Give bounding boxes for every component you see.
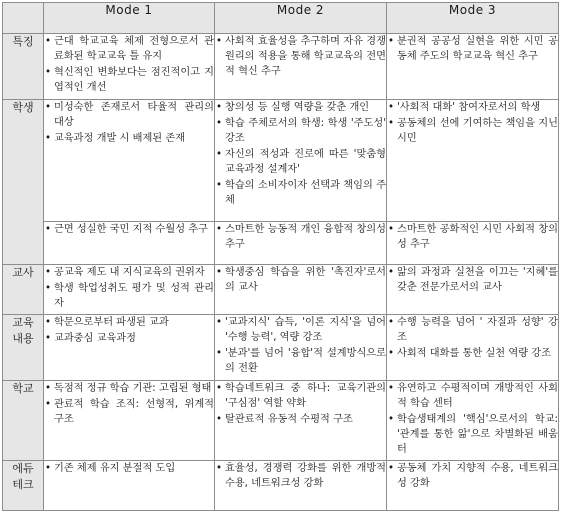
cell-teacher-mode1 <box>44 265 215 315</box>
bullet-list <box>215 381 386 427</box>
list-item: • 창의성 등 실행 역량을 갖춘 개인 <box>215 100 386 115</box>
cell-student-mode1 <box>44 100 215 222</box>
list-item: • 학문으로부터 파생된 교과 <box>44 315 214 330</box>
list-item: • 관료적 학습 조직: 선형적, 위계적 구조 <box>44 397 214 427</box>
bullet-list <box>387 222 558 252</box>
cell-student-mode3 <box>387 100 559 222</box>
cell-student-b-mode3 <box>387 222 559 265</box>
list-item: • 기존 체제 유지 분절적 도입 <box>44 461 214 476</box>
list-item: • 공교육 제도 내 지식교육의 권위자 <box>44 265 214 280</box>
cell-edutech-mode1 <box>44 461 215 511</box>
list-item: • '분과'를 넘어 '융합'적 설계방식으로의 전환 <box>215 346 386 376</box>
row-header-edutech: 에듀 테크 <box>3 461 44 511</box>
cell-content-mode2 <box>215 315 387 381</box>
list-item: • 수행 능력을 넘어 ' 자질과 성향' 강조 <box>387 315 558 345</box>
list-item: • 사회적 효율성을 추구하며 자유 경쟁 원리의 적용을 통해 학교교육의 전면적 혁신 추구 <box>215 34 386 79</box>
list-item: • 공동체의 선에 기여하는 책임을 지닌 시민 <box>387 116 558 146</box>
list-item: • 혁신적인 변화보다는 점진적이고 지엽적인 개선 <box>44 65 214 95</box>
cell-feature-mode2 <box>215 34 387 100</box>
row-feature <box>3 34 559 100</box>
bullet-list <box>387 265 558 295</box>
bullet-list <box>44 222 214 237</box>
list-item: • 분권적 공공성 실현을 위한 시민 공동체 주도의 학교교육 혁신 추구 <box>387 34 558 64</box>
header-corner <box>3 3 44 34</box>
cell-school-mode3 <box>387 381 559 461</box>
list-item: • 사회적 대화를 통한 실천 역량 강조 <box>387 346 558 361</box>
cell-school-mode1 <box>44 381 215 461</box>
bullet-list <box>215 222 386 252</box>
cell-edutech-mode3 <box>387 461 559 511</box>
list-item: • '교과지식' 습득, '이론 지식'을 넘어 '수행 능력', 역량 강조 <box>215 315 386 345</box>
bullet-list <box>387 315 558 361</box>
cell-school-mode2 <box>215 381 387 461</box>
list-item: • 학생 학업성취도 평가 및 성적 관리자 <box>44 281 214 311</box>
list-item: • 학습의 소비자이자 선택과 책임의 주체 <box>215 178 386 208</box>
list-item: • 학습 주체로서의 학생: 학생 '주도성' 강조 <box>215 116 386 146</box>
list-item: • 효율성, 경쟁력 강화를 위한 개방적 수용, 네트워크성 강화 <box>215 461 386 491</box>
list-item: • 학생중심 학습을 위한 '촉진자'로서의 교사 <box>215 265 386 295</box>
bullet-list <box>387 381 558 457</box>
bullet-list <box>215 265 386 295</box>
bullet-list <box>44 315 214 346</box>
row-header-content: 교육 내용 <box>3 315 44 381</box>
list-item: • 근대 학교교육 체제 전형으로서 관료화된 학교교육 틀 유지 <box>44 34 214 64</box>
list-item: • 탈관료적 유동적 수평적 구조 <box>215 412 386 427</box>
list-item: • 스마트한 공화적인 시민 사회적 창의성 추구 <box>387 222 558 252</box>
bullet-list <box>387 100 558 146</box>
row-teacher <box>3 265 559 315</box>
list-item: • 교과중심 교육과정 <box>44 331 214 346</box>
list-item: • 앎의 과정과 실천을 이끄는 '지혜'를 갖춘 전문가로서의 교사 <box>387 265 558 295</box>
cell-content-mode3 <box>387 315 559 381</box>
header-mode-2: Mode 2 <box>215 3 387 34</box>
row-edutech <box>3 461 559 511</box>
row-header-teacher: 교사 <box>3 265 44 315</box>
list-item: • 근면 성실한 국민 지적 수월성 추구 <box>44 222 214 237</box>
list-item: • 유연하고 수평적이며 개방적인 사회적 학습 센터 <box>387 381 558 411</box>
header-mode-1: Mode 1 <box>44 3 215 34</box>
bullet-list <box>215 315 386 376</box>
row-content <box>3 315 559 381</box>
bullet-list <box>215 461 386 491</box>
list-item: • 미성숙한 존재로서 타율적 관리의 대상 <box>44 100 214 130</box>
cell-student-mode2 <box>215 100 387 222</box>
list-item: • 자신의 적성과 진로에 따른 '맞춤형 교육과정 설계자' <box>215 147 386 177</box>
list-item: • 공동체 가치 지향적 수용, 네트워크성 강화 <box>387 461 558 491</box>
bullet-list <box>215 34 386 79</box>
header-mode-3: Mode 3 <box>387 3 559 34</box>
header-row <box>3 3 559 34</box>
row-student-b <box>3 222 559 265</box>
cell-teacher-mode2 <box>215 265 387 315</box>
list-item: • 학습생태계의 '핵심'으로서의 학교: '관계를 통한 앎'으로 차별화된 배움터 <box>387 412 558 457</box>
list-item: • 스마트한 능동적 개인 융합적 창의성 추구 <box>215 222 386 252</box>
cell-content-mode1 <box>44 315 215 381</box>
bullet-list <box>44 265 214 311</box>
bullet-list <box>215 100 386 208</box>
bullet-list <box>44 100 214 146</box>
bullet-list <box>44 461 214 476</box>
bullet-list <box>387 461 558 491</box>
row-header-student: 학생 <box>3 100 44 265</box>
row-header-school: 학교 <box>3 381 44 461</box>
row-student-a <box>3 100 559 222</box>
cell-teacher-mode3 <box>387 265 559 315</box>
cell-feature-mode1 <box>44 34 215 100</box>
list-item: • 교육과정 개발 시 배제된 존재 <box>44 131 214 146</box>
list-item: • 학습네트워크 중 하나: 교육기관의 '구심점' 역할 약화 <box>215 381 386 411</box>
bullet-list <box>44 381 214 427</box>
list-item: • 독점적 정규 학습 기관: 고립된 형태 <box>44 381 214 396</box>
list-item: • '사회적 대화' 참여자로서의 학생 <box>387 100 558 115</box>
cell-student-b-mode2 <box>215 222 387 265</box>
row-header-feature: 특징 <box>3 34 44 100</box>
cell-student-b-mode1 <box>44 222 215 265</box>
row-school <box>3 381 559 461</box>
comparison-table <box>2 2 559 511</box>
cell-feature-mode3 <box>387 34 559 100</box>
bullet-list <box>44 34 214 95</box>
bullet-list <box>387 34 558 64</box>
cell-edutech-mode2 <box>215 461 387 511</box>
